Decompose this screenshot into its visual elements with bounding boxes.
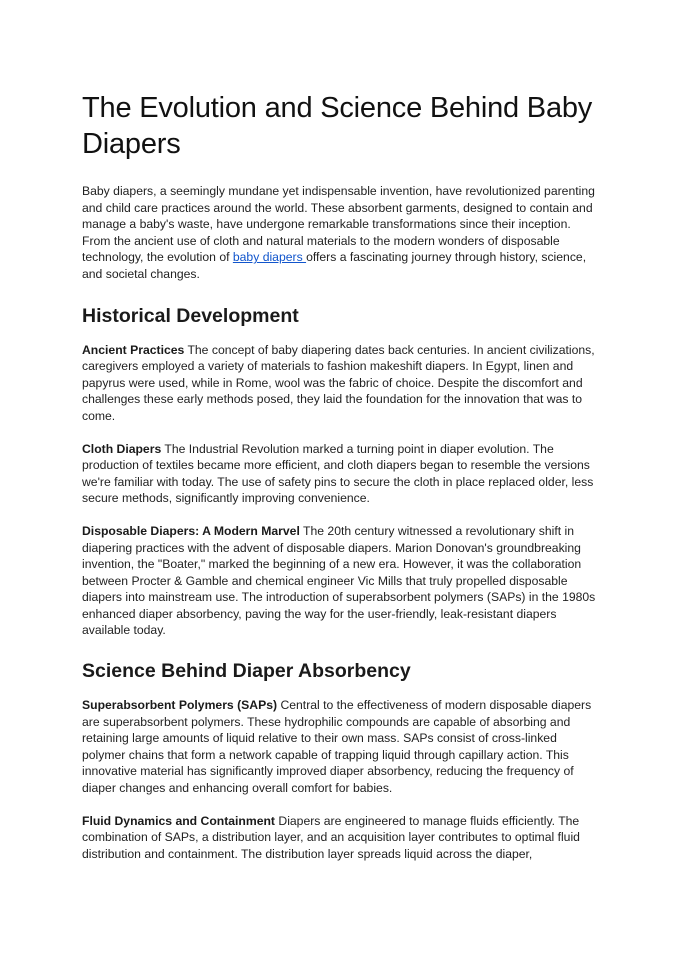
disposable-diapers-paragraph	[82, 523, 598, 639]
fluid-dynamics-lead: Fluid Dynamics and Containment	[82, 813, 275, 828]
document-title: The Evolution and Science Behind Baby Diapers	[82, 92, 593, 160]
science-absorbency-heading: Science Behind Diaper Absorbency	[82, 660, 411, 683]
ancient-practices-text: The concept of baby diapering dates back centuries. In ancient civilizations, caregivers employed a variety of materials to fashion makeshift diapers. In Egypt, linen and papyrus were used, while in Rome, wool was the fabric of choice. Despite the discomfort and challenges these early methods posed, they laid the foundation for the innovation that was to come.	[82, 342, 595, 423]
fluid-dynamics-paragraph	[82, 813, 598, 863]
fluid-dynamics-text: Diapers are engineered to manage fluids efficiently. The combination of SAPs, a distribution layer, and an acquisition layer contributes to optimal fluid distribution and containment. The distribution layer spreads liquid across the diaper,	[82, 813, 580, 861]
ancient-practices-paragraph	[82, 342, 598, 425]
superabsorbent-polymers-paragraph	[82, 697, 598, 797]
disposable-diapers-text: The 20th century witnessed a revolutionary shift in diapering practices with the advent of disposable diapers. Marion Donovan's groundbreaking invention, the "Boater," marked the beginning of a new era. However, it was the collaboration between Procter & Gamble and chemical engineer Vic Mills that truly propelled disposable diapers into mainstream use. The introduction of superabsorbent polymers (SAPs) in the 1980s enhanced diaper absorbency, paving the way for the user-friendly, leak-resistant diapers available today.	[82, 523, 596, 638]
baby-diapers-link[interactable]: baby diapers	[232, 250, 307, 265]
cloth-diapers-paragraph	[82, 441, 598, 507]
disposable-diapers-lead: Disposable Diapers: A Modern Marvel	[82, 523, 300, 538]
document-page	[82, 90, 598, 862]
superabsorbent-polymers-text: Central to the effectiveness of modern disposable diapers are superabsorbent polymers. These hydrophilic compounds are capable of absorbing and retaining large amounts of liquid relative to their own mass. SAPs consist of cross-linked polymer chains that form a network capable of trapping liquid through capillary action. This innovative material has significantly improved diaper absorbency, reducing the frequency of diaper changes and enhancing overall comfort for babies.	[82, 698, 592, 796]
superabsorbent-polymers-lead: Superabsorbent Polymers (SAPs)	[82, 698, 278, 713]
historical-development-heading: Historical Development	[82, 304, 299, 327]
intro-text-after-link: offers a fascinating journey through history, science, and societal changes.	[82, 250, 587, 281]
ancient-practices-lead: Ancient Practices	[82, 342, 185, 357]
cloth-diapers-text: The Industrial Revolution marked a turning point in diaper evolution. The production of textiles became more efficient, and cloth diapers began to resemble the versions we're familiar with today. The use of safety pins to secure the cloth in place replaced older, less secure methods, significantly improving convenience.	[82, 441, 594, 506]
intro-text-before-link: Baby diapers, a seemingly mundane yet indispensable invention, have revolutionized parenting and child care practices around the world. These absorbent garments, designed to contain and manage a baby's waste, have undergone remarkable transformations since their inception. From the ancient use of cloth and natural materials to the modern wonders of disposable technology, the evolution of	[82, 184, 595, 265]
intro-paragraph	[82, 183, 598, 283]
cloth-diapers-lead: Cloth Diapers	[82, 441, 162, 456]
